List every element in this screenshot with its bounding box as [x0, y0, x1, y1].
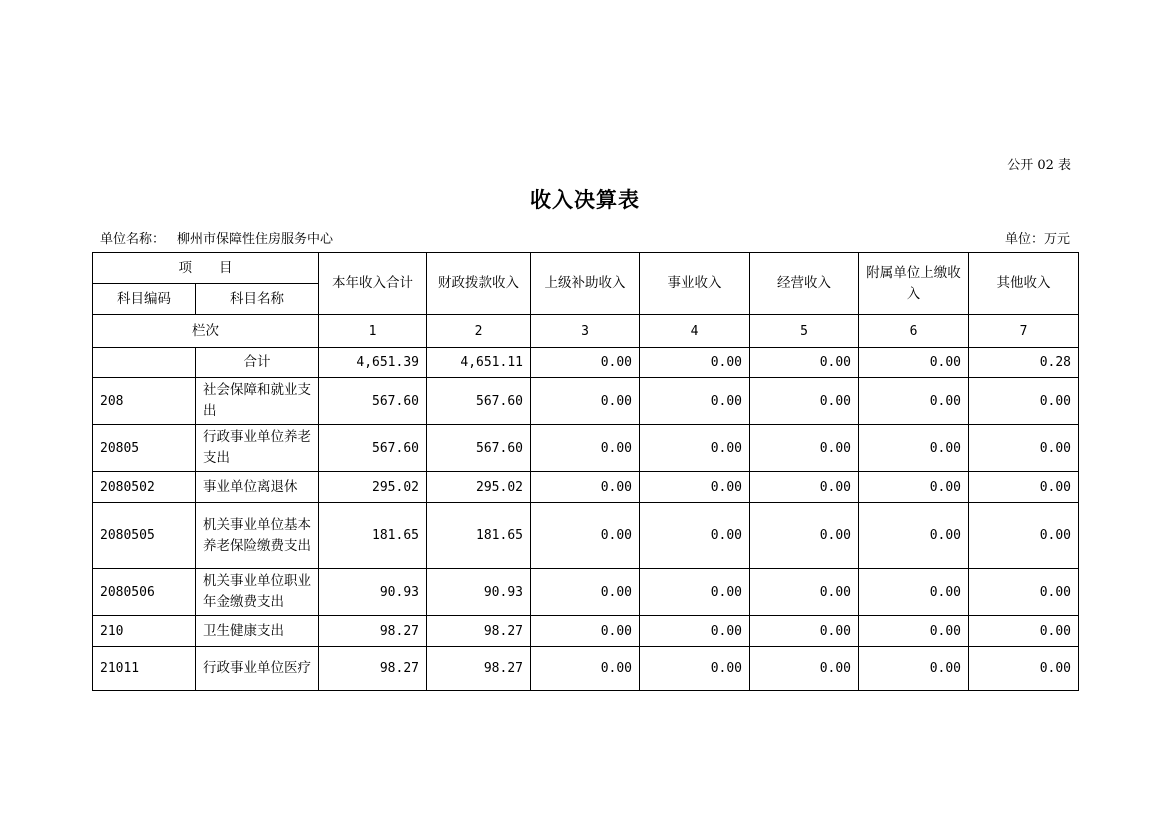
row-code: 2080502 [93, 472, 196, 503]
header-col-1: 本年收入合计 [319, 253, 427, 315]
row-value: 0.00 [640, 472, 750, 503]
page-title: 收入决算表 [530, 188, 640, 212]
table-row [93, 569, 1079, 616]
row-value: 0.00 [859, 616, 969, 647]
row-value: 0.00 [859, 647, 969, 691]
row-value: 0.00 [969, 616, 1079, 647]
row-value: 0.00 [859, 503, 969, 569]
row-value: 181.65 [319, 503, 427, 569]
row-value: 0.00 [969, 378, 1079, 425]
row-value: 0.00 [640, 616, 750, 647]
header-code: 科目编码 [93, 284, 196, 315]
row-value: 90.93 [427, 569, 531, 616]
row-code: 208 [93, 378, 196, 425]
unit-name-line [100, 228, 333, 247]
table-row [93, 647, 1079, 691]
row-value: 295.02 [427, 472, 531, 503]
row-name: 行政事业单位养老支出 [196, 425, 319, 472]
row-value: 0.00 [640, 378, 750, 425]
column-number-7: 7 [969, 315, 1079, 348]
row-value: 0.00 [531, 378, 640, 425]
row-value: 0.00 [750, 348, 859, 378]
row-code: 210 [93, 616, 196, 647]
row-value: 0.00 [750, 503, 859, 569]
row-value: 0.00 [640, 425, 750, 472]
row-value: 0.00 [750, 569, 859, 616]
column-number-5: 5 [750, 315, 859, 348]
header-col-7: 其他收入 [969, 253, 1079, 315]
row-value: 98.27 [319, 616, 427, 647]
unit-name-label: 单位名称： [100, 232, 166, 247]
row-value: 0.00 [531, 647, 640, 691]
row-value: 0.00 [969, 472, 1079, 503]
row-value: 0.00 [531, 472, 640, 503]
header-col-2: 财政拨款收入 [427, 253, 531, 315]
row-name: 社会保障和就业支出 [196, 378, 319, 425]
table-body [93, 348, 1079, 691]
row-value: 0.00 [531, 425, 640, 472]
row-value: 567.60 [319, 425, 427, 472]
row-value: 0.00 [969, 425, 1079, 472]
row-value: 0.28 [969, 348, 1079, 378]
row-value: 0.00 [640, 647, 750, 691]
row-name: 机关事业单位基本养老保险缴费支出 [196, 503, 319, 569]
row-value: 567.60 [427, 425, 531, 472]
row-code [93, 348, 196, 378]
row-value: 0.00 [531, 569, 640, 616]
row-code: 2080505 [93, 503, 196, 569]
form-number: 公开 02 表 [1007, 158, 1071, 173]
row-value: 0.00 [640, 569, 750, 616]
row-value: 98.27 [427, 647, 531, 691]
row-value: 4,651.39 [319, 348, 427, 378]
row-value: 4,651.11 [427, 348, 531, 378]
column-number-3: 3 [531, 315, 640, 348]
row-value: 0.00 [859, 378, 969, 425]
row-code: 20805 [93, 425, 196, 472]
header-name: 科目名称 [196, 284, 319, 315]
table-header [93, 253, 1079, 348]
header-col-4: 事业收入 [640, 253, 750, 315]
row-value: 0.00 [859, 472, 969, 503]
row-value: 0.00 [969, 503, 1079, 569]
column-number-4: 4 [640, 315, 750, 348]
row-value: 0.00 [750, 425, 859, 472]
row-value: 0.00 [531, 616, 640, 647]
row-value: 567.60 [319, 378, 427, 425]
row-value: 0.00 [859, 425, 969, 472]
row-value: 0.00 [531, 503, 640, 569]
table-row [93, 503, 1079, 569]
column-number-1: 1 [319, 315, 427, 348]
row-value: 0.00 [640, 348, 750, 378]
row-value: 0.00 [969, 569, 1079, 616]
row-code: 2080506 [93, 569, 196, 616]
column-number-6: 6 [859, 315, 969, 348]
row-value: 0.00 [969, 647, 1079, 691]
row-value: 181.65 [427, 503, 531, 569]
row-name: 机关事业单位职业年金缴费支出 [196, 569, 319, 616]
row-value: 0.00 [531, 348, 640, 378]
table-row [93, 472, 1079, 503]
row-value: 0.00 [640, 503, 750, 569]
row-value: 0.00 [750, 647, 859, 691]
table-row-total [93, 348, 1079, 378]
row-name: 行政事业单位医疗 [196, 647, 319, 691]
row-name: 合计 [196, 348, 319, 378]
row-value: 98.27 [427, 616, 531, 647]
row-value: 567.60 [427, 378, 531, 425]
header-item: 项 目 [93, 253, 319, 284]
header-col-5: 经营收入 [750, 253, 859, 315]
column-number-2: 2 [427, 315, 531, 348]
row-value: 0.00 [750, 616, 859, 647]
row-name: 事业单位离退休 [196, 472, 319, 503]
row-value: 0.00 [859, 569, 969, 616]
row-value: 90.93 [319, 569, 427, 616]
row-value: 0.00 [859, 348, 969, 378]
header-col-6: 附属单位上缴收入 [859, 253, 969, 315]
row-value: 0.00 [750, 472, 859, 503]
income-final-account-table [92, 252, 1079, 691]
header-row-number: 栏次 [93, 315, 319, 348]
row-value: 98.27 [319, 647, 427, 691]
header-col-3: 上级补助收入 [531, 253, 640, 315]
row-code: 21011 [93, 647, 196, 691]
row-name: 卫生健康支出 [196, 616, 319, 647]
money-unit: 单位：万元 [1004, 232, 1070, 247]
row-value: 0.00 [750, 378, 859, 425]
unit-name-value: 柳州市保障性住房服务中心 [177, 232, 334, 247]
row-value: 295.02 [319, 472, 427, 503]
table-row [93, 425, 1079, 472]
table-row [93, 616, 1079, 647]
table-row [93, 378, 1079, 425]
